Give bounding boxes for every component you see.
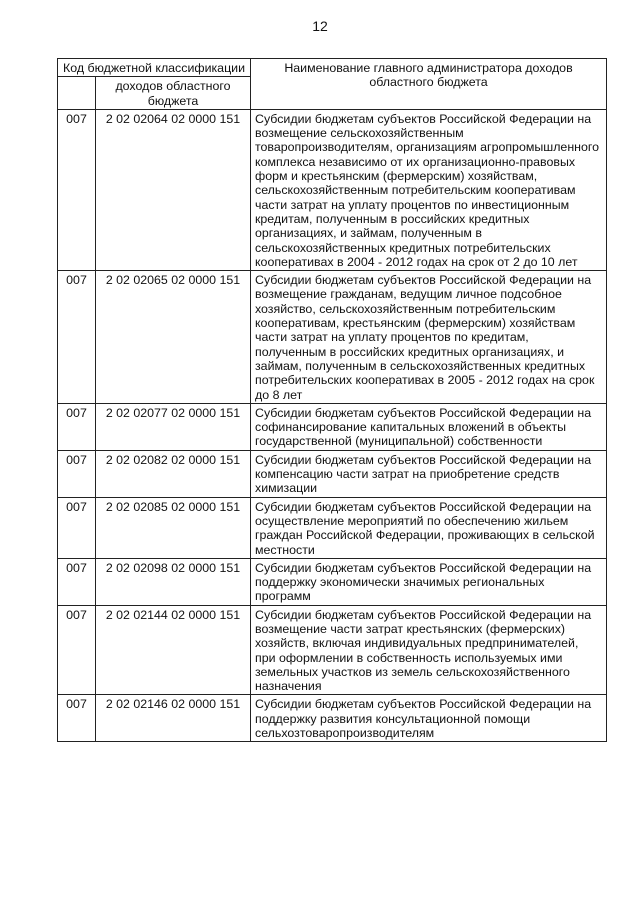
revenue-code-cell: 2 02 02098 02 0000 151 — [96, 558, 251, 605]
administrator-name-header: Наименование главного администратора доходов областного бюджета — [251, 59, 607, 110]
revenue-code-cell: 2 02 02065 02 0000 151 — [96, 271, 251, 404]
classification-code-header: Код бюджетной классификации — [58, 59, 251, 77]
admin-code-cell: 007 — [58, 558, 96, 605]
header-row-top — [58, 59, 607, 77]
admin-code-cell: 007 — [58, 109, 96, 270]
table-row — [58, 450, 607, 497]
description-cell: Субсидии бюджетам субъектов Российской Федерации на возмещение гражданам, ведущим личное подсобное хозяйство, сельскохозяйственным потребительским кооперативам, крестьянским (фермерским) хозяйствам части затрат на уплату процентов по кредитам, полученным в российских кредитных организациях, и займам, полученным в сельскохозяйственных кредитных потребительских кооперативах в 2005 - 2012 годах на срок до 8 лет — [251, 271, 607, 404]
table-row — [58, 558, 607, 605]
revenue-code-cell: 2 02 02082 02 0000 151 — [96, 450, 251, 497]
description-cell: Субсидии бюджетам субъектов Российской Федерации на возмещение сельскохозяйственным товаропроизводителям, организациям агропромышленного комплекса независимо от их организационно-правовых форм и крестьянским (фермерским) хозяйствам, сельскохозяйственным потребительским кооперативам части затрат на уплату процентов по инвестиционным кредитам, полученным в российских кредитных организациях, и займам, полученным в сельскохозяйственных кредитных потребительских кооперативах в 2004 - 2012 годах на срок от 2 до 10 лет — [251, 109, 607, 270]
page-number: 12 — [312, 18, 328, 34]
admin-code-cell: 007 — [58, 450, 96, 497]
admin-code-cell: 007 — [58, 605, 96, 695]
description-cell: Субсидии бюджетам субъектов Российской Федерации на компенсацию части затрат на приобретение средств химизации — [251, 450, 607, 497]
revenue-code-cell: 2 02 02085 02 0000 151 — [96, 497, 251, 558]
table-row — [58, 271, 607, 404]
admin-code-cell: 007 — [58, 695, 96, 742]
table-row — [58, 497, 607, 558]
admin-code-header — [58, 77, 96, 110]
table-row — [58, 605, 607, 695]
description-cell: Субсидии бюджетам субъектов Российской Федерации на возмещение части затрат крестьянских (фермерских) хозяйств, включая индивидуальных предпринимателей, при оформлении в собственность используемых ими земельных участков из земель сельскохозяйственного назначения — [251, 605, 607, 695]
revenue-code-cell: 2 02 02077 02 0000 151 — [96, 403, 251, 450]
description-cell: Субсидии бюджетам субъектов Российской Федерации на софинансирование капитальных вложений в объекты государственной (муниципальной) собственности — [251, 403, 607, 450]
revenue-code-cell: 2 02 02146 02 0000 151 — [96, 695, 251, 742]
admin-code-cell: 007 — [58, 271, 96, 404]
admin-code-cell: 007 — [58, 497, 96, 558]
description-cell: Субсидии бюджетам субъектов Российской Федерации на осуществление мероприятий по обеспечению жильем граждан Российской Федерации, проживающих в сельской местности — [251, 497, 607, 558]
budget-classification-table — [57, 58, 607, 742]
description-cell: Субсидии бюджетам субъектов Российской Федерации на поддержку экономически значимых региональных программ — [251, 558, 607, 605]
revenue-code-cell: 2 02 02144 02 0000 151 — [96, 605, 251, 695]
table-row — [58, 695, 607, 742]
description-cell: Субсидии бюджетам субъектов Российской Федерации на поддержку развития консультационной помощи сельхозтоваропроизводителям — [251, 695, 607, 742]
admin-code-cell: 007 — [58, 403, 96, 450]
revenue-code-cell: 2 02 02064 02 0000 151 — [96, 109, 251, 270]
revenue-code-header: доходов областного бюджета — [96, 77, 251, 110]
table-row — [58, 403, 607, 450]
table-row — [58, 109, 607, 270]
